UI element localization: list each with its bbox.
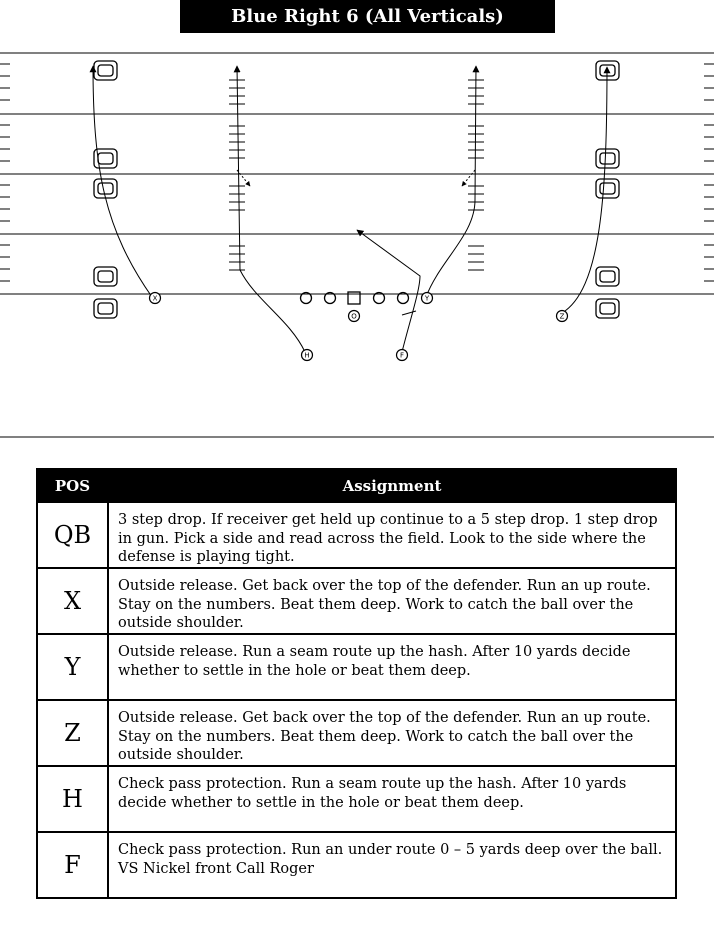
table-row (37, 832, 676, 898)
assignment-cell: 3 step drop. If receiver get held up continue to a 5 step drop. 1 step drop in gun. Pick a side and read across the field. Look to the side where the defense is playing tight. (108, 502, 676, 568)
y-option-branch (462, 170, 475, 186)
y-label: Y (424, 294, 430, 303)
table-header-row (37, 469, 676, 502)
assignment-cell: Outside release. Get back over the top of the defender. Run an up route. Stay on the numbers. Beat them deep. Work to catch the ball over the outside shoulder. (108, 700, 676, 766)
hash-marks-left (229, 80, 245, 270)
table-row (37, 766, 676, 832)
position-cell: H (37, 766, 108, 832)
skill-players (150, 293, 568, 361)
number-marker-right (596, 61, 619, 318)
position-cell: QB (37, 502, 108, 568)
sideline-ticks-left (0, 64, 10, 281)
assignment-cell: Check pass protection. Run a seam route up the hash. After 10 yards decide whether to settle in the hole or beat them deep. (108, 766, 676, 832)
assignment-header: Assignment (108, 469, 676, 502)
f-back (397, 350, 408, 361)
number-marker-left (94, 61, 117, 318)
x-route (93, 66, 152, 297)
y-block-mark (402, 311, 416, 315)
y-receiver (422, 293, 433, 304)
table-row (37, 568, 676, 634)
qb-player (349, 311, 360, 322)
play-title: Blue Right 6 (All Verticals) (180, 0, 555, 33)
f-route (357, 230, 420, 352)
pos-header: POS (37, 469, 108, 502)
assignment-cell: Outside release. Get back over the top of the defender. Run an up route. Stay on the numbers. Beat them deep. Work to catch the ball over the outside shoulder. (108, 568, 676, 634)
table-row (37, 700, 676, 766)
table-row (37, 502, 676, 568)
position-cell: Z (37, 700, 108, 766)
z-label: Z (559, 312, 565, 321)
x-receiver (150, 293, 161, 304)
position-cell: F (37, 832, 108, 898)
assignment-cell: Outside release. Run a seam route up the hash. After 10 yards decide whether to settle in the hole or beat them deep. (108, 634, 676, 700)
sideline-ticks-right (704, 64, 714, 281)
table-row (37, 634, 676, 700)
h-route (237, 66, 305, 352)
f-label: F (399, 351, 405, 360)
x-label: X (152, 294, 158, 303)
yard-number-markers (94, 61, 619, 318)
h-back (302, 350, 313, 361)
assignment-table (36, 468, 677, 899)
qb-label: O (351, 312, 357, 321)
position-cell: X (37, 568, 108, 634)
play-diagram (0, 0, 714, 450)
h-label: H (304, 351, 310, 360)
position-cell: Y (37, 634, 108, 700)
assignment-cell: Check pass protection. Run an under route 0 – 5 yards deep over the ball. VS Nickel front Call Roger (108, 832, 676, 898)
z-receiver (557, 311, 568, 322)
